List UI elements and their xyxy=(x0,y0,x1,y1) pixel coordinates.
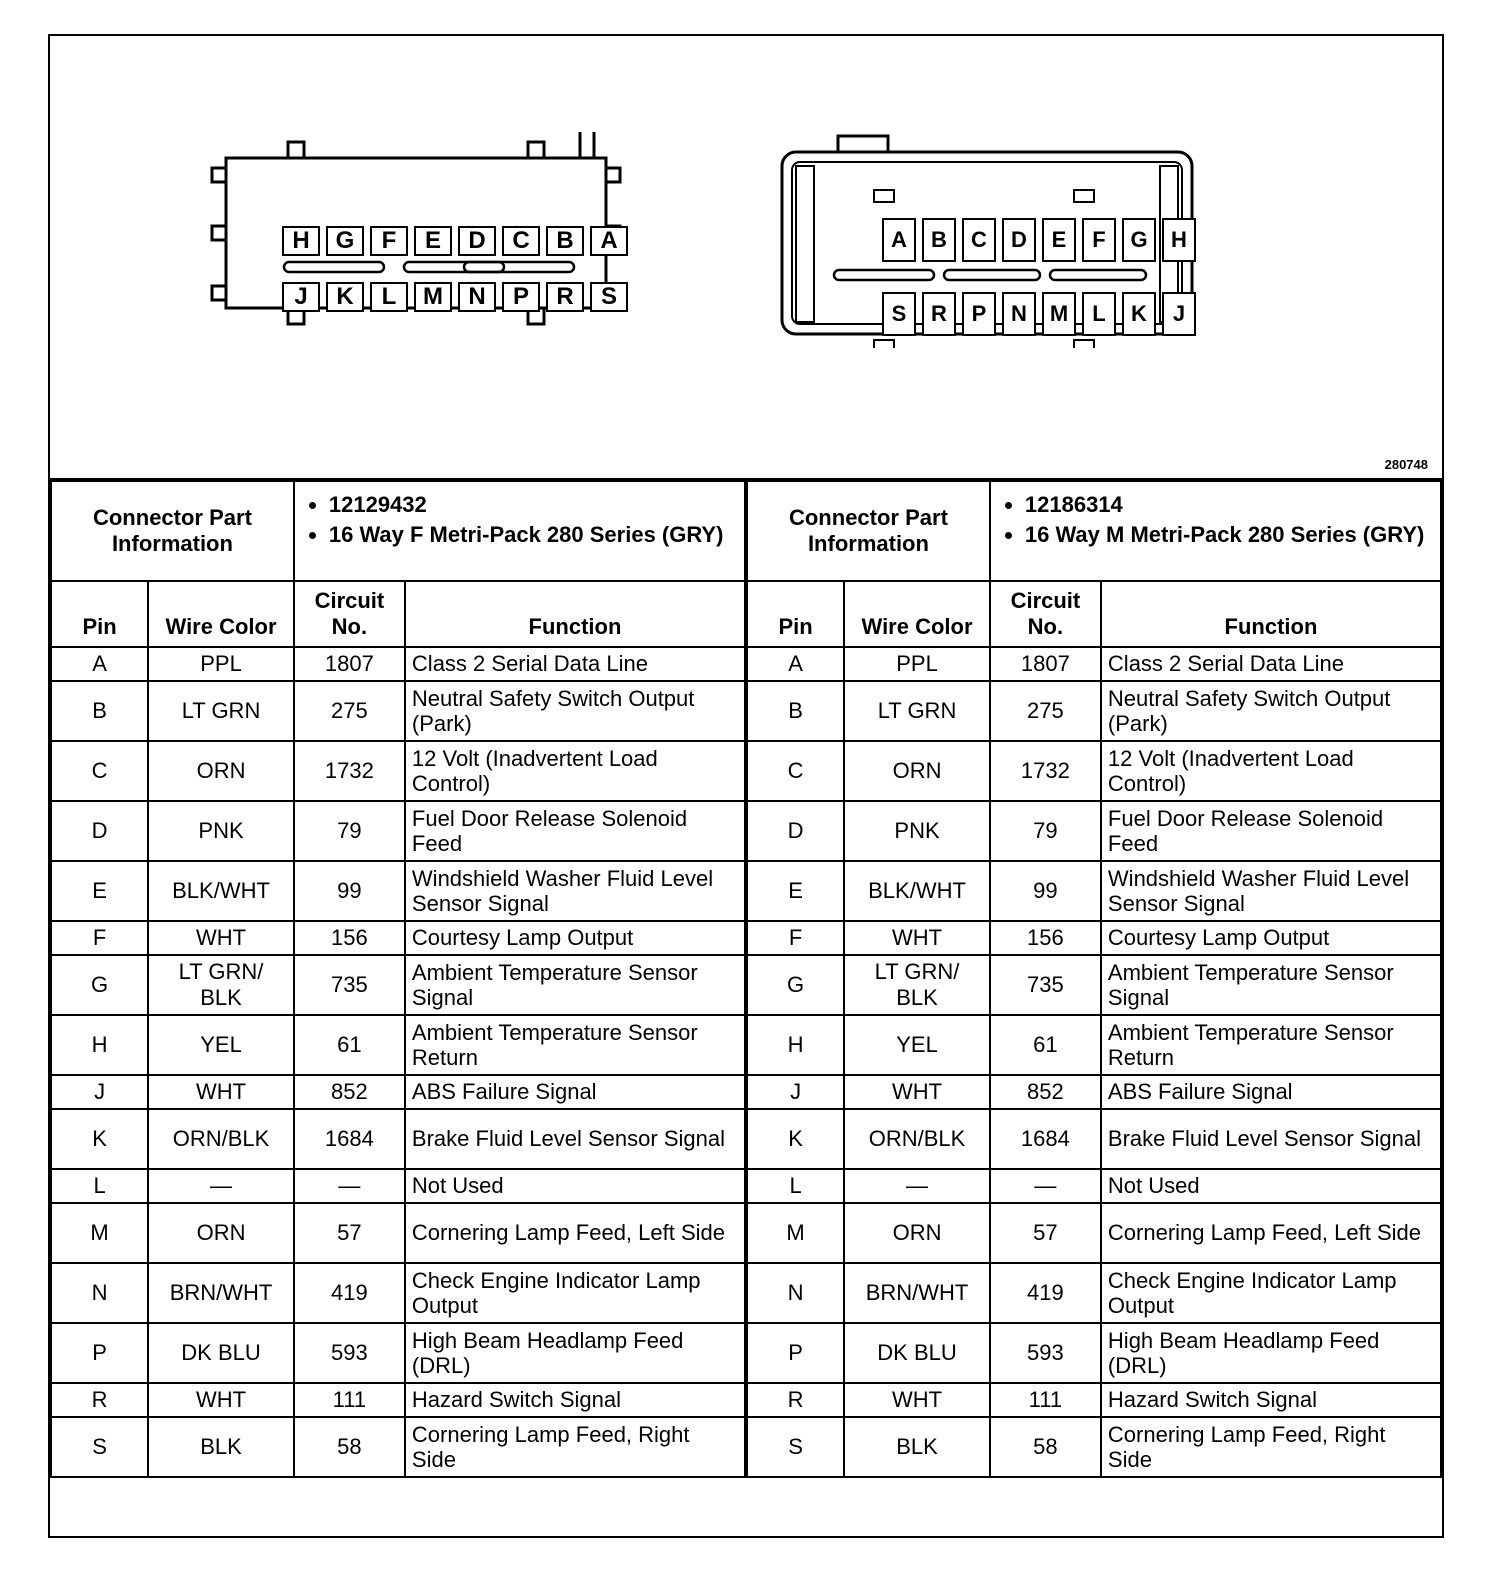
female-bottom-pin: P xyxy=(502,282,540,312)
pin-cell: S xyxy=(51,1417,148,1477)
pin-cell: M xyxy=(747,1203,844,1263)
pin-cell: G xyxy=(747,955,844,1015)
circuit-number-cell: 275 xyxy=(990,681,1101,741)
wire-color-cell: DK BLU xyxy=(844,1323,990,1383)
wire-color-cell: LT GRN xyxy=(148,681,294,741)
male-bottom-pin: J xyxy=(1162,292,1196,336)
function-cell: Not Used xyxy=(405,1169,745,1203)
wire-color-cell: BLK/WHT xyxy=(844,861,990,921)
pin-cell: E xyxy=(51,861,148,921)
male-top-pin: H xyxy=(1162,218,1196,262)
table-row xyxy=(51,861,745,921)
female-connector-table xyxy=(50,480,746,1478)
wire-color-cell: BLK/WHT xyxy=(148,861,294,921)
function-cell: ABS Failure Signal xyxy=(1101,1075,1441,1109)
wire-color-cell: YEL xyxy=(844,1015,990,1075)
female-bottom-pin: R xyxy=(546,282,584,312)
male-bottom-pin: R xyxy=(922,292,956,336)
table-row xyxy=(51,1383,745,1417)
pin-cell: P xyxy=(51,1323,148,1383)
table-row xyxy=(747,1263,1441,1323)
table-row xyxy=(747,647,1441,681)
pin-cell: M xyxy=(51,1203,148,1263)
table-row xyxy=(747,1109,1441,1169)
table-row xyxy=(747,921,1441,955)
pin-cell: H xyxy=(747,1015,844,1075)
pin-cell: K xyxy=(51,1109,148,1169)
function-cell: Hazard Switch Signal xyxy=(405,1383,745,1417)
pin-cell: J xyxy=(747,1075,844,1109)
male-top-pin: C xyxy=(962,218,996,262)
male-bottom-pin: N xyxy=(1002,292,1036,336)
table-row xyxy=(747,801,1441,861)
male-connector-table xyxy=(746,480,1442,1478)
pin-cell: P xyxy=(747,1323,844,1383)
circuit-number-cell: 1732 xyxy=(990,741,1101,801)
wire-color-cell: PPL xyxy=(844,647,990,681)
function-cell: Neutral Safety Switch Output (Park) xyxy=(405,681,745,741)
female-top-pin: D xyxy=(458,226,496,256)
function-cell: Hazard Switch Signal xyxy=(1101,1383,1441,1417)
function-header: Function xyxy=(405,581,745,647)
connector-part-info-label: Connector Part Information xyxy=(51,481,294,581)
connector-part-info-label: Connector Part Information xyxy=(747,481,990,581)
wire-color-cell: — xyxy=(844,1169,990,1203)
function-cell: Cornering Lamp Feed, Left Side xyxy=(1101,1203,1441,1263)
connector-part-info-value xyxy=(294,481,745,581)
function-cell: ABS Failure Signal xyxy=(405,1075,745,1109)
circuit-number-cell: 1807 xyxy=(990,647,1101,681)
connector-description: • 16 Way F Metri-Pack 280 Series (GRY) xyxy=(329,522,738,548)
pin-cell: A xyxy=(51,647,148,681)
function-cell: High Beam Headlamp Feed (DRL) xyxy=(1101,1323,1441,1383)
pin-cell: S xyxy=(747,1417,844,1477)
pin-cell: L xyxy=(747,1169,844,1203)
pin-cell: K xyxy=(747,1109,844,1169)
table-row xyxy=(51,1169,745,1203)
circuit-number-cell: 1684 xyxy=(990,1109,1101,1169)
pin-cell: A xyxy=(747,647,844,681)
circuit-number-cell: 57 xyxy=(294,1203,405,1263)
wire-color-cell: PPL xyxy=(148,647,294,681)
function-cell: Cornering Lamp Feed, Left Side xyxy=(405,1203,745,1263)
pin-cell: H xyxy=(51,1015,148,1075)
table-row xyxy=(51,1203,745,1263)
male-bottom-pin: S xyxy=(882,292,916,336)
diagram-frame xyxy=(48,34,1444,1538)
function-cell: Fuel Door Release Solenoid Feed xyxy=(405,801,745,861)
table-row xyxy=(51,1015,745,1075)
table-row xyxy=(51,647,745,681)
function-cell: Windshield Washer Fluid Level Sensor Signal xyxy=(1101,861,1441,921)
circuit-number-cell: — xyxy=(294,1169,405,1203)
male-bottom-pin: M xyxy=(1042,292,1076,336)
male-top-pin: E xyxy=(1042,218,1076,262)
male-top-pin-row xyxy=(882,218,1202,262)
circuit-number-cell: 99 xyxy=(294,861,405,921)
female-top-pin: A xyxy=(590,226,628,256)
pin-cell: N xyxy=(747,1263,844,1323)
circuit-number-cell: 1684 xyxy=(294,1109,405,1169)
wire-color-cell: PNK xyxy=(148,801,294,861)
circuit-number-cell: 58 xyxy=(294,1417,405,1477)
circuit-number-cell: 275 xyxy=(294,681,405,741)
function-cell: Courtesy Lamp Output xyxy=(405,921,745,955)
table-row xyxy=(51,741,745,801)
wire-color-cell: WHT xyxy=(844,1075,990,1109)
wire-color-cell: PNK xyxy=(844,801,990,861)
wire-color-cell: DK BLU xyxy=(148,1323,294,1383)
female-bottom-pin: J xyxy=(282,282,320,312)
function-header: Function xyxy=(1101,581,1441,647)
table-row xyxy=(747,681,1441,741)
male-bottom-pin: K xyxy=(1122,292,1156,336)
pin-header: Pin xyxy=(51,581,148,647)
wire-color-cell: ORN xyxy=(148,741,294,801)
wire-color-cell: LT GRN/ BLK xyxy=(148,955,294,1015)
wire-color-cell: BLK xyxy=(844,1417,990,1477)
female-bottom-pin: M xyxy=(414,282,452,312)
circuit-number-cell: 1732 xyxy=(294,741,405,801)
figure-id: 280748 xyxy=(1384,457,1428,472)
wire-color-cell: WHT xyxy=(148,1383,294,1417)
pin-cell: N xyxy=(51,1263,148,1323)
function-cell: Brake Fluid Level Sensor Signal xyxy=(405,1109,745,1169)
circuit-number-header: Circuit No. xyxy=(294,581,405,647)
table-row xyxy=(747,1203,1441,1263)
pin-cell: B xyxy=(51,681,148,741)
wire-color-cell: WHT xyxy=(148,1075,294,1109)
wire-color-cell: ORN/BLK xyxy=(148,1109,294,1169)
female-top-pin: E xyxy=(414,226,452,256)
function-cell: Ambient Temperature Sensor Signal xyxy=(1101,955,1441,1015)
function-cell: Ambient Temperature Sensor Return xyxy=(405,1015,745,1075)
circuit-number-cell: 57 xyxy=(990,1203,1101,1263)
wire-color-header: Wire Color xyxy=(148,581,294,647)
wire-color-cell: BRN/WHT xyxy=(844,1263,990,1323)
pin-cell: D xyxy=(51,801,148,861)
pin-cell: L xyxy=(51,1169,148,1203)
wire-color-cell: — xyxy=(148,1169,294,1203)
circuit-number-cell: 156 xyxy=(294,921,405,955)
circuit-number-cell: 111 xyxy=(990,1383,1101,1417)
female-bottom-pin: N xyxy=(458,282,496,312)
male-bottom-pin: P xyxy=(962,292,996,336)
function-cell: Brake Fluid Level Sensor Signal xyxy=(1101,1109,1441,1169)
female-bottom-pin: L xyxy=(370,282,408,312)
table-row xyxy=(51,1109,745,1169)
circuit-number-cell: 593 xyxy=(990,1323,1101,1383)
circuit-number-cell: 156 xyxy=(990,921,1101,955)
connector-description: • 16 Way M Metri-Pack 280 Series (GRY) xyxy=(1025,522,1434,548)
table-row xyxy=(747,1417,1441,1477)
male-bottom-pin: L xyxy=(1082,292,1116,336)
pin-cell: E xyxy=(747,861,844,921)
circuit-number-header: Circuit No. xyxy=(990,581,1101,647)
table-row xyxy=(51,801,745,861)
circuit-number-cell: 99 xyxy=(990,861,1101,921)
table-row xyxy=(747,741,1441,801)
table-row xyxy=(747,1323,1441,1383)
female-connector-drawing xyxy=(208,128,628,338)
circuit-number-cell: 735 xyxy=(990,955,1101,1015)
circuit-number-cell: — xyxy=(990,1169,1101,1203)
female-top-pin: B xyxy=(546,226,584,256)
pin-cell: J xyxy=(51,1075,148,1109)
circuit-number-cell: 593 xyxy=(294,1323,405,1383)
wire-color-cell: YEL xyxy=(148,1015,294,1075)
table-row xyxy=(51,1263,745,1323)
table-row xyxy=(747,1383,1441,1417)
wire-color-cell: ORN xyxy=(148,1203,294,1263)
table-row xyxy=(51,681,745,741)
part-number: • 12129432 xyxy=(329,492,738,518)
table-row xyxy=(51,1323,745,1383)
female-bottom-pin: K xyxy=(326,282,364,312)
table-row xyxy=(747,1015,1441,1075)
wire-color-cell: LT GRN xyxy=(844,681,990,741)
function-cell: Ambient Temperature Sensor Signal xyxy=(405,955,745,1015)
circuit-number-cell: 852 xyxy=(990,1075,1101,1109)
wire-color-cell: ORN xyxy=(844,741,990,801)
circuit-number-cell: 419 xyxy=(294,1263,405,1323)
female-bottom-pin-row xyxy=(282,282,634,312)
function-cell: Check Engine Indicator Lamp Output xyxy=(1101,1263,1441,1323)
circuit-number-cell: 852 xyxy=(294,1075,405,1109)
male-top-pin: D xyxy=(1002,218,1036,262)
connector-tables xyxy=(50,480,1442,1478)
circuit-number-cell: 61 xyxy=(294,1015,405,1075)
table-row xyxy=(747,955,1441,1015)
circuit-number-cell: 61 xyxy=(990,1015,1101,1075)
wire-color-cell: BLK xyxy=(148,1417,294,1477)
pin-cell: R xyxy=(51,1383,148,1417)
function-cell: Not Used xyxy=(1101,1169,1441,1203)
function-cell: Fuel Door Release Solenoid Feed xyxy=(1101,801,1441,861)
function-cell: High Beam Headlamp Feed (DRL) xyxy=(405,1323,745,1383)
table-row xyxy=(51,921,745,955)
female-top-pin-row xyxy=(282,226,634,256)
table-row xyxy=(51,1075,745,1109)
wire-color-header: Wire Color xyxy=(844,581,990,647)
function-cell: Class 2 Serial Data Line xyxy=(405,647,745,681)
table-row xyxy=(747,1169,1441,1203)
wire-color-cell: WHT xyxy=(148,921,294,955)
pin-cell: C xyxy=(747,741,844,801)
circuit-number-cell: 79 xyxy=(990,801,1101,861)
circuit-number-cell: 58 xyxy=(990,1417,1101,1477)
circuit-number-cell: 111 xyxy=(294,1383,405,1417)
pin-cell: B xyxy=(747,681,844,741)
circuit-number-cell: 79 xyxy=(294,801,405,861)
pin-cell: R xyxy=(747,1383,844,1417)
male-connector-drawing xyxy=(778,128,1208,348)
circuit-number-cell: 1807 xyxy=(294,647,405,681)
male-bottom-pin-row xyxy=(882,292,1202,336)
male-top-pin: G xyxy=(1122,218,1156,262)
pin-cell: D xyxy=(747,801,844,861)
function-cell: Cornering Lamp Feed, Right Side xyxy=(1101,1417,1441,1477)
circuit-number-cell: 419 xyxy=(990,1263,1101,1323)
wire-color-cell: BRN/WHT xyxy=(148,1263,294,1323)
part-number: • 12186314 xyxy=(1025,492,1434,518)
connector-part-info-value xyxy=(990,481,1441,581)
function-cell: Cornering Lamp Feed, Right Side xyxy=(405,1417,745,1477)
table-row xyxy=(747,1075,1441,1109)
pin-cell: F xyxy=(51,921,148,955)
wire-color-cell: LT GRN/ BLK xyxy=(844,955,990,1015)
wire-color-cell: ORN/BLK xyxy=(844,1109,990,1169)
female-top-pin: F xyxy=(370,226,408,256)
wire-color-cell: WHT xyxy=(844,921,990,955)
connector-figure-area xyxy=(50,36,1442,480)
table-row xyxy=(51,955,745,1015)
female-top-pin: C xyxy=(502,226,540,256)
circuit-number-cell: 735 xyxy=(294,955,405,1015)
male-top-pin: B xyxy=(922,218,956,262)
function-cell: Class 2 Serial Data Line xyxy=(1101,647,1441,681)
female-top-pin: H xyxy=(282,226,320,256)
function-cell: Windshield Washer Fluid Level Sensor Signal xyxy=(405,861,745,921)
table-row xyxy=(747,861,1441,921)
male-top-pin: F xyxy=(1082,218,1116,262)
function-cell: Ambient Temperature Sensor Return xyxy=(1101,1015,1441,1075)
female-bottom-pin: S xyxy=(590,282,628,312)
pin-cell: F xyxy=(747,921,844,955)
wire-color-cell: ORN xyxy=(844,1203,990,1263)
pin-header: Pin xyxy=(747,581,844,647)
table-row xyxy=(51,1417,745,1477)
female-top-pin: G xyxy=(326,226,364,256)
male-top-pin: A xyxy=(882,218,916,262)
function-cell: Courtesy Lamp Output xyxy=(1101,921,1441,955)
function-cell: 12 Volt (Inadvertent Load Control) xyxy=(405,741,745,801)
pin-cell: C xyxy=(51,741,148,801)
function-cell: Check Engine Indicator Lamp Output xyxy=(405,1263,745,1323)
wire-color-cell: WHT xyxy=(844,1383,990,1417)
pin-cell: G xyxy=(51,955,148,1015)
function-cell: Neutral Safety Switch Output (Park) xyxy=(1101,681,1441,741)
function-cell: 12 Volt (Inadvertent Load Control) xyxy=(1101,741,1441,801)
